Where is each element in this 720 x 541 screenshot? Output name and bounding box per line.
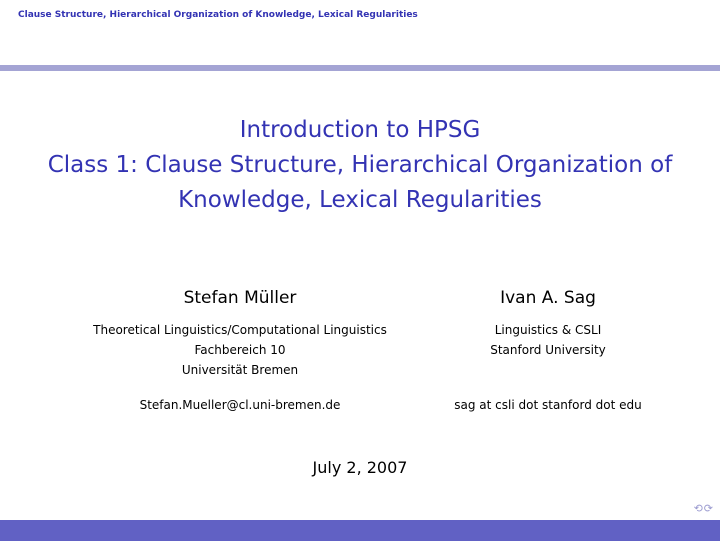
beamer-navigation-icon[interactable]: ⟲⟳ xyxy=(693,502,714,515)
author-name: Stefan Müller xyxy=(183,288,297,308)
running-title: Clause Structure, Hierarchical Organization of Knowledge, Lexical Regularities xyxy=(18,10,418,20)
author-email-mueller xyxy=(40,395,440,415)
affiliation-line: Universität Bremen xyxy=(181,363,299,377)
footer-bar xyxy=(0,520,720,541)
affiliation-line: Theoretical Linguistics/Computational Linguistics xyxy=(93,323,387,337)
slide-title-line1: Introduction to HPSG xyxy=(239,117,481,143)
email-text: Stefan.Mueller@cl.uni-bremen.de xyxy=(139,398,341,412)
slide-title-line2: Class 1: Clause Structure, Hierarchical Organization of xyxy=(47,152,673,178)
author-affiliation-mueller xyxy=(40,320,440,380)
affiliation-line: Stanford University xyxy=(490,343,606,357)
email-text: sag at csli dot stanford dot edu xyxy=(454,398,642,412)
affiliation-line: Fachbereich 10 xyxy=(194,343,286,357)
author-affiliation-sag xyxy=(438,320,658,360)
affiliation-line: Linguistics & CSLI xyxy=(494,323,602,337)
author-block-mueller xyxy=(40,287,440,309)
author-block-sag xyxy=(438,287,658,309)
slide-header xyxy=(0,0,720,34)
author-name: Ivan A. Sag xyxy=(500,288,596,308)
header-divider-bar xyxy=(0,65,720,71)
presentation-date: July 2, 2007 xyxy=(312,458,408,477)
author-email-sag xyxy=(418,395,678,415)
slide-title-line3: Knowledge, Lexical Regularities xyxy=(178,187,542,213)
